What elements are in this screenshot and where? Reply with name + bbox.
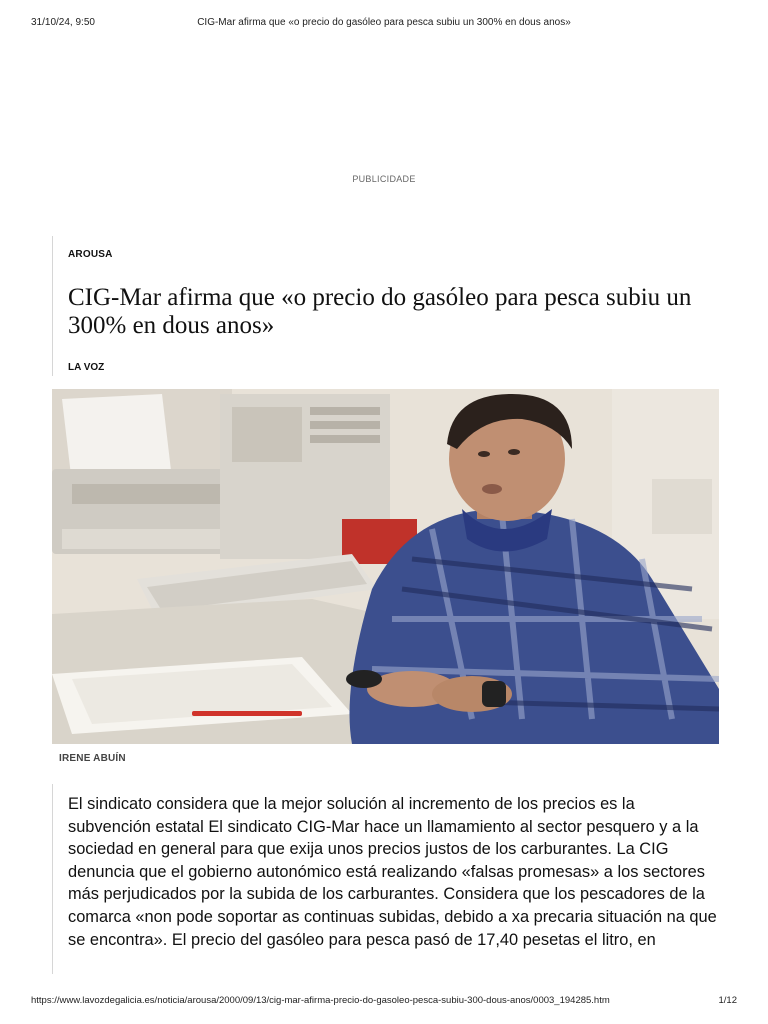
article-photo xyxy=(52,389,719,744)
print-header xyxy=(31,17,737,31)
advertising-label: PUBLICIDADE xyxy=(352,174,416,184)
print-date: 31/10/24, 9:50 xyxy=(31,17,95,28)
print-title: CIG-Mar afirma que «o precio do gasóleo para pesca subiu un 300% en dous anos» xyxy=(197,17,571,28)
section-link[interactable]: AROUSA xyxy=(68,249,113,260)
author-link[interactable]: LA VOZ xyxy=(68,362,105,373)
article-body-text: El sindicato considera que la mejor solución al incremento de los precios es la subvención estatal El sindicato CIG-Mar hace un llamamiento al sector pesquero y a la sociedad en general para que exija unos precios justos de los carburantes. La CIG denuncia que el gobierno autonómico está realizando «falsas promesas» a los sectores más perjudicados por la subida de los carburantes. Considera que los pescadores de la comarca «non pode soportar as continuas subidas, debido a xa precaria situación na que se encontra». El precio del gasóleo para pesca pasó de 17,40 pesetas el litro, en xyxy=(68,795,717,949)
article-header xyxy=(52,236,732,376)
article-headline: CIG-Mar afirma que «o precio do gasóleo para pesca subiu un 300% en dous anos» xyxy=(68,284,692,339)
photo-credit: IRENE ABUÍN xyxy=(59,753,126,764)
print-page-number: 1/12 xyxy=(718,995,737,1006)
article-body xyxy=(52,784,732,974)
print-footer xyxy=(31,995,737,1009)
print-url: https://www.lavozdegalicia.es/noticia/arousa/2000/09/13/cig-mar-afirma-precio-do-gasoleo-pesca-subiu-300-dous-anos/0003_194285.htm xyxy=(31,995,610,1006)
